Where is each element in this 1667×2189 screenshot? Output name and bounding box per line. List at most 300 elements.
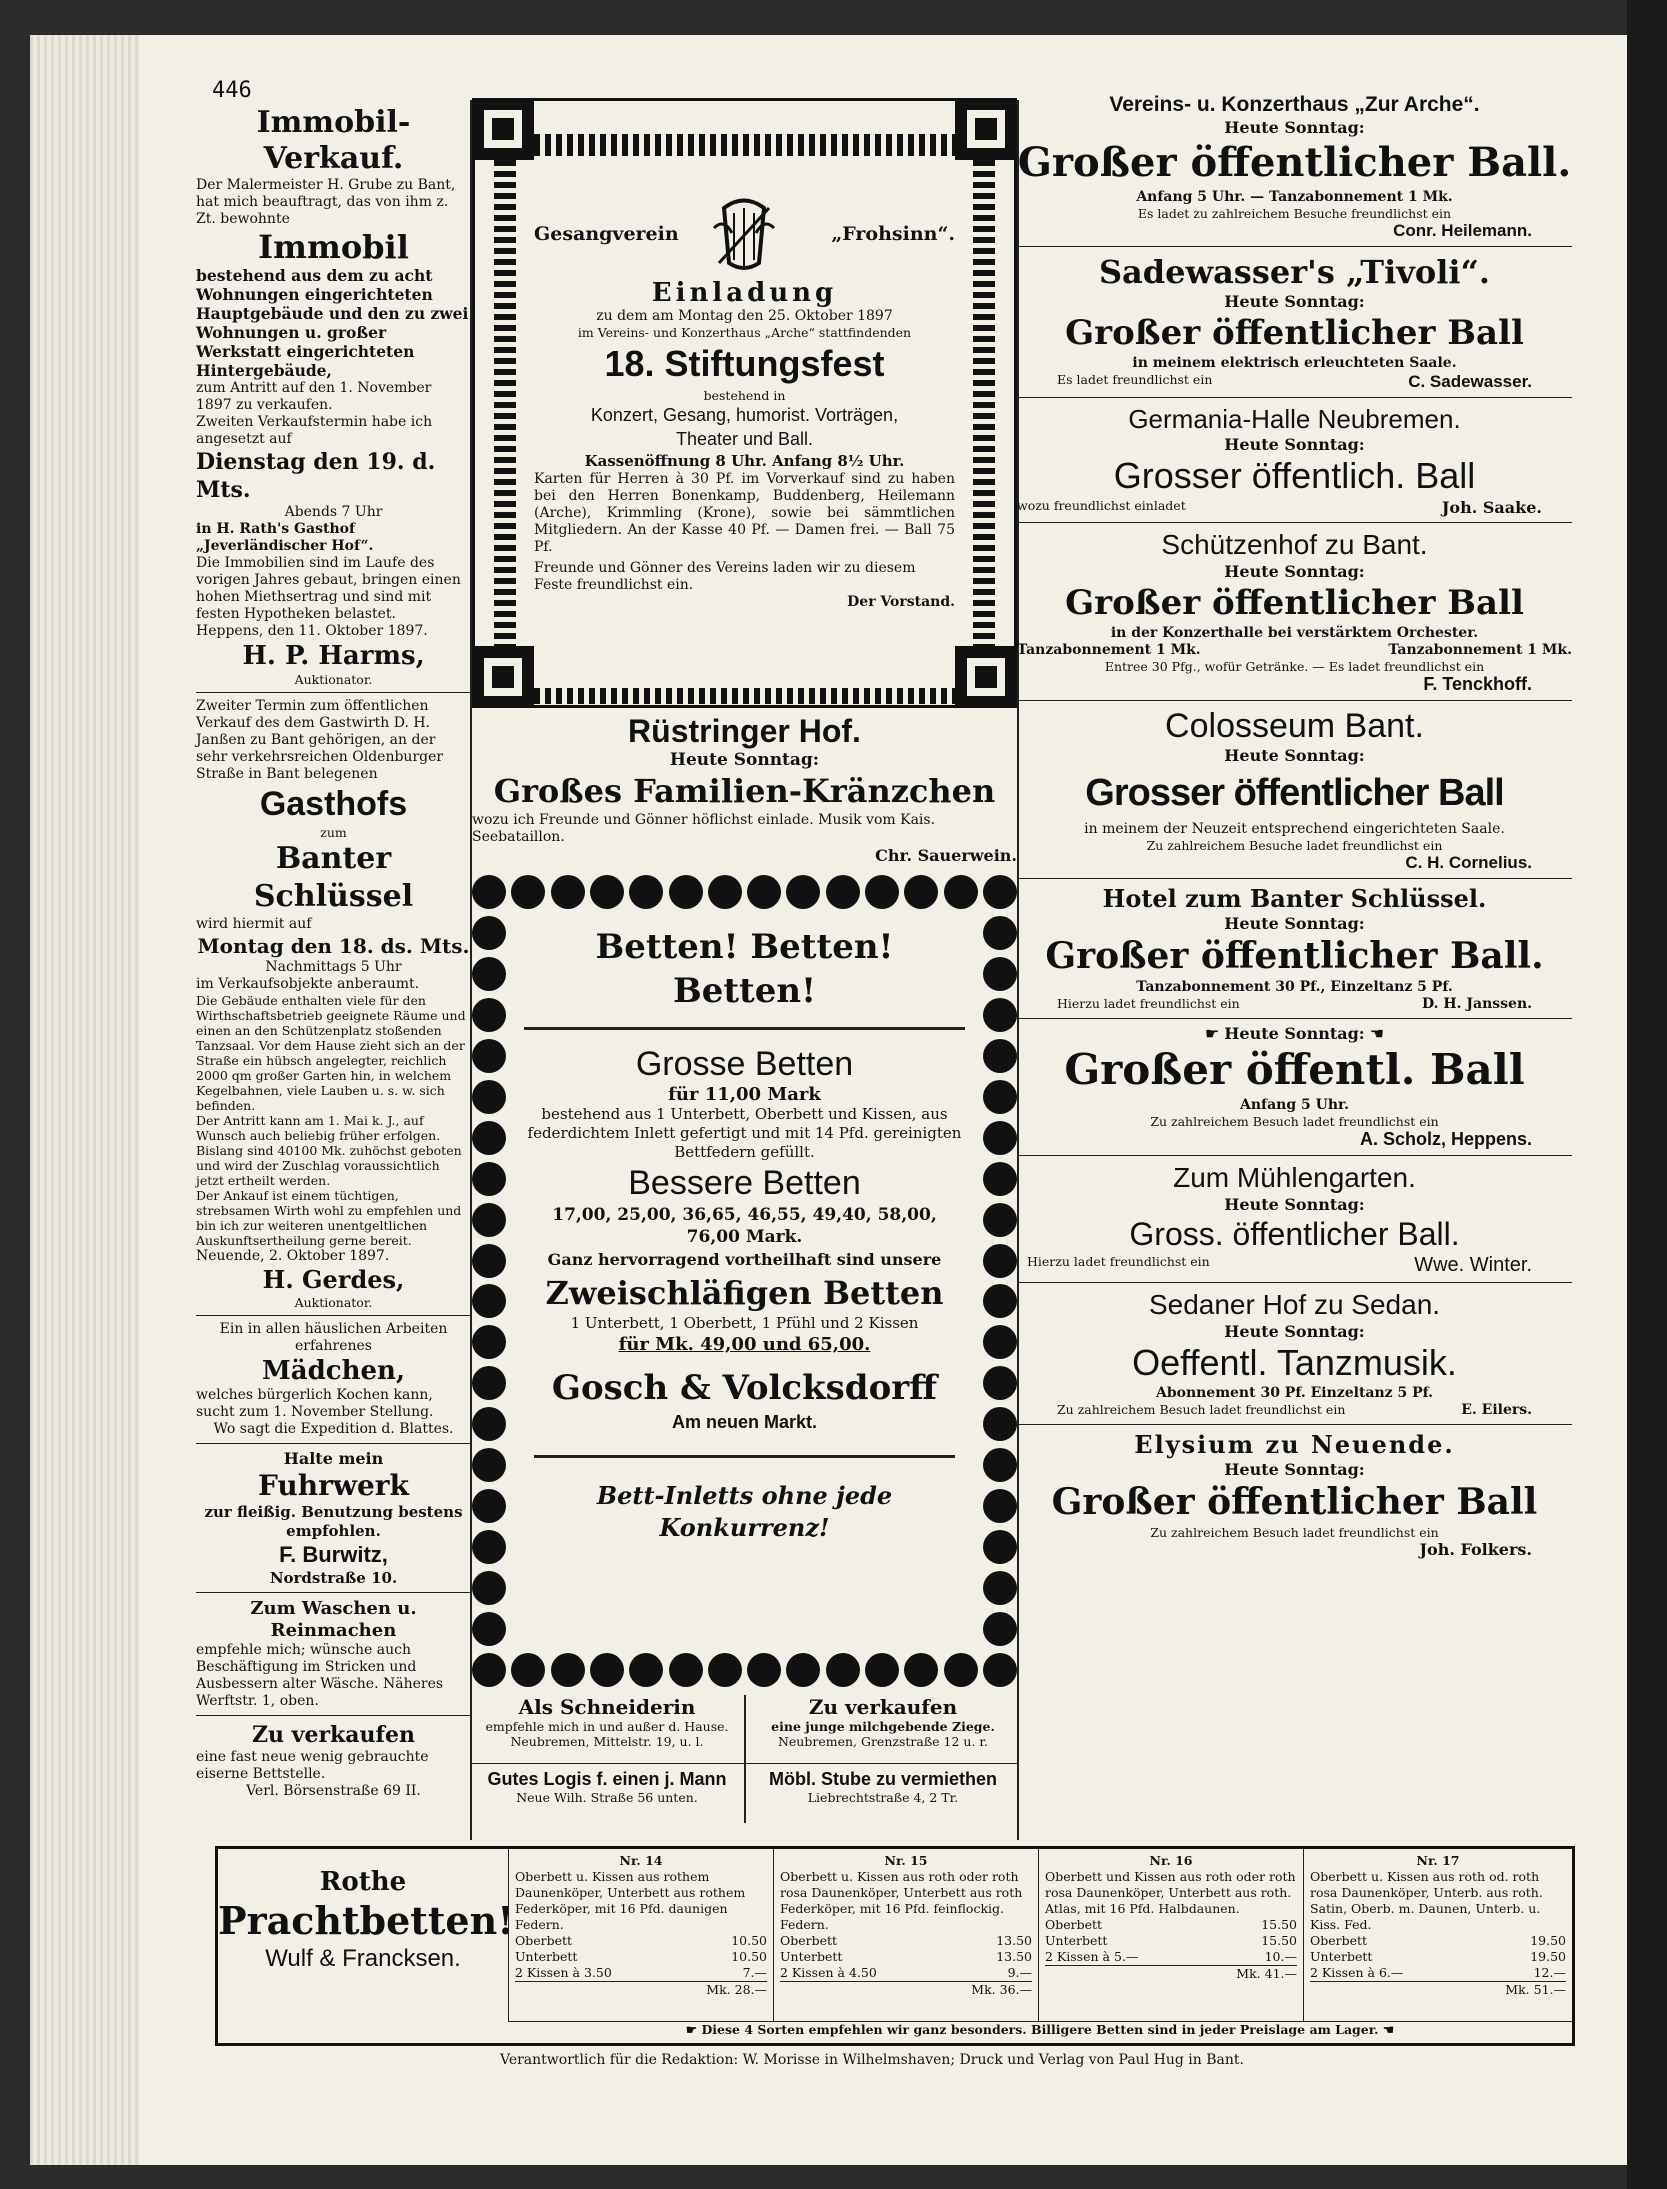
ad-text: Die Gebäude enthalten viele für den Wirthschaftsbetrieb geeignete Räume und einen an den Schützenplatz stoßenden Tanzsaal. Vor dem Hause zieht sich an der Straße ein hübsch angelegter, reichlich 2000 qm großer Garten hin, in welchem Kegelbahnen, viele Lauben u. s. w. sich befinden. [196,993,466,1113]
price-column [773,1849,1038,2021]
ad-text: Die Immobilien sind im Laufe des vorigen Jahres gebaut, bringen einen hohen Miethsertrag und sind mit festen Hypotheken belastet. [196,555,461,622]
price-row [780,1933,1032,1949]
betten-content [524,925,965,1544]
ad-address: Verl. Börsenstraße 69 II. [246,1783,421,1799]
ad-abo [1017,642,1572,659]
ad-footer [1017,996,1572,1013]
ad-signer: Conr. Heilemann. [1393,221,1532,240]
frame-border [534,134,955,156]
ad-event: Großes Familien-Kränzchen [493,772,996,810]
ad-signer: F. Tenckhoff. [1423,674,1532,694]
divider [196,1443,471,1444]
price-item: Unterbett [780,1949,843,1964]
border-dot [472,1203,506,1237]
border-dot [983,1366,1017,1400]
border-dot [669,1653,703,1687]
ad-text: zur fleißig. Benutzung bestens empfohlen. [204,1503,463,1540]
border-dot [472,1366,506,1400]
ad-schuetzenhof [1017,528,1572,695]
ad-sub: Heute Sonntag: [1224,562,1365,581]
frame-corner [955,646,1017,708]
price-item: 2 Kissen à 4.50 [780,1965,877,1980]
ad-text: Zweiter Termin zum öffentlichen Verkauf des dem Gastwirth D. H. Janßen zu Bant gehörigen, an der sehr verkehrsreichen Oldenburger Straße in Bant belegenen [196,698,444,782]
border-dot [511,1653,545,1687]
imprint: Verantwortlich für die Redaktion: W. Morisse in Wilhelmshaven; Druck und Verlag von Paul Hug in Bant. [500,2052,1244,2068]
frohsinn-content [534,188,955,611]
betten-heading: Grosse Betten [635,1045,854,1083]
border-dot [983,1121,1017,1155]
price-row [1310,1933,1566,1949]
divider [744,1695,746,1823]
price-value: 15.50 [1261,1933,1297,1948]
price-value: 9.— [1007,1965,1032,1980]
ad-address: Nordstraße 10. [269,1569,398,1587]
ad-text: Zu zahlreichem Besuch ladet freundlichst ein [1150,1114,1439,1129]
price-item: Unterbett [515,1949,578,1964]
ad-dateline: Neuende, 2. Oktober 1897. [196,1248,390,1264]
ad-event: Großer öffentl. Ball [1064,1045,1525,1094]
ad-immobil-verkauf [196,105,471,687]
border-dot [983,1162,1017,1196]
price-value: 12.— [1533,1965,1566,1980]
border-dot [983,1653,1017,1687]
right-column [1017,92,1572,1559]
ad-hotel-banter [1017,884,1572,1013]
ad-title: Sadewasser's „Tivoli“. [1098,253,1491,291]
border-dot [865,875,899,909]
price-value: 13.50 [996,1933,1032,1948]
ad-sedaner [1017,1288,1572,1419]
ad-title: Hotel zum Banter Schlüssel. [1102,884,1487,913]
ad-signer: Chr. Sauerwein. [875,846,1017,865]
frame-corner [955,98,1017,160]
border-dot [472,1530,506,1564]
society-name: „Frohsinn“. [831,223,955,245]
ad-dateline: Heppens, den 11. Oktober 1897. [196,623,428,639]
ad-heading: Immobil [258,228,409,266]
divider [196,1315,471,1316]
ad-sub-row [1017,1024,1572,1043]
border-dot [590,1653,624,1687]
price-row [780,1965,1032,1981]
border-dot [786,875,820,909]
ad-date: Dienstag den 19. d. Mts. [196,449,436,503]
border-dot [511,875,545,909]
ad-signer: C. Sadewasser. [1408,372,1532,391]
ad-signer: H. Gerdes, [262,1265,405,1294]
price-column [1038,1849,1303,2021]
price-row [1310,1965,1566,1981]
border-dot [983,1284,1017,1318]
pointing-hand-icon: ☛ [1204,1024,1220,1043]
divider [1017,1424,1572,1425]
price-note: Diese 4 Sorten empfehlen wir ganz besonders. Billigere Betten sind in jeder Preislage am Lager. [701,2022,1379,2037]
center-column [472,98,1017,1825]
price-item: Oberbett [1310,1933,1368,1948]
ad-heading: Zu verkaufen [251,1722,416,1748]
border-dot [472,1284,506,1318]
ad-text: Es ladet zu zahlreichem Besuche freundlichst ein [1137,206,1452,221]
page-binding [30,35,140,2165]
price-value: 19.50 [1530,1933,1566,1948]
ad-ruestringer-hof [472,712,1017,865]
ad-info: in meinem der Neuzeit entsprechend eingerichteten Saale. [1084,821,1505,837]
pointing-hand-icon: ☚ [1369,1024,1385,1043]
ad-text: empfehle mich in und außer d. Hause. [485,1719,729,1734]
ad-title: Schützenhof zu Bant. [1161,529,1428,560]
ad-arche [1017,92,1572,241]
ad-colosseum [1017,706,1572,873]
border-dot [826,1653,860,1687]
price-row [1045,1933,1297,1949]
ad-text: Tanzabonnement 1 Mk. [1017,642,1201,658]
left-column [196,105,471,1800]
ad-sub: Heute Sonntag: [669,750,820,770]
ad-title: Als Schneiderin [518,1695,696,1719]
price-value: 10.50 [731,1933,767,1948]
price-value: 10.— [1264,1949,1297,1964]
border-dot [983,1325,1017,1359]
betten-text: Ganz hervorragend vortheilhaft sind unsere [547,1250,942,1269]
price-item: Oberbett [515,1933,573,1948]
brand-firm: Wulf & Francksen. [265,1945,461,1972]
price-column [508,1849,773,2021]
border-dot [472,875,506,909]
border-dot [669,875,703,909]
ad-heading: Mädchen, [261,1356,406,1386]
divider [196,1592,471,1593]
ad-sub: Heute Sonntag: [1224,435,1365,454]
divider [472,1763,1017,1764]
ad-place: in H. Rath's Gasthof „Jeverländischer Hof“. [196,521,374,554]
border-dot [472,1080,506,1114]
ad-event: Großer öffentlicher Ball [1051,1481,1538,1523]
price-item: 2 Kissen à 3.50 [515,1965,612,1980]
border-dot [551,875,585,909]
ad-title: Vereins- u. Konzerthaus „Zur Arche“. [1109,93,1480,116]
price-item: Unterbett [1310,1949,1373,1964]
ad-event: Großer öffentlicher Ball [1065,583,1524,623]
border-dot [472,1039,506,1073]
betten-heading: Zweischläfigen Betten [545,1274,944,1312]
ad-footer [1017,1254,1572,1277]
ad-signer: C. H. Cornelius. [1405,853,1532,872]
ad-logis [472,1769,742,1805]
ad-title: Colosseum Bant. [1165,707,1424,745]
brand-title: Prachtbetten! [218,1898,514,1943]
program-text: Konzert, Gesang, humorist. Vorträgen, [590,405,899,425]
ad-title: Elysium zu Neuende. [1134,1430,1455,1459]
ad-sub: Heute Sonntag: [1224,1460,1365,1479]
border-dot [551,1653,585,1687]
frame-border [494,160,516,646]
price-nr: Nr. 17 [1416,1853,1460,1868]
ad-heading: Fuhrwerk [258,1469,409,1502]
ad-gasthof [196,698,471,1310]
ad-stube [748,1769,1018,1805]
price-row [515,1933,767,1949]
ad-sub: Heute Sonntag: [1224,118,1365,137]
price-nr: Nr. 15 [884,1853,928,1868]
ad-info: in meinem elektrisch erleuchteten Saale. [1132,355,1457,371]
ad-text: Zweiten Verkaufstermin habe ich angesetzt auf [196,414,433,447]
divider [1017,878,1572,879]
price-row [515,1949,767,1965]
border-dot [629,875,663,909]
border-dot [472,1612,506,1646]
divider [1017,700,1572,701]
ad-sub: Heute Sonntag: [1224,914,1365,933]
border-dot [472,916,506,950]
divider [1017,1155,1572,1156]
price-item: Oberbett [780,1933,838,1948]
border-dot [944,875,978,909]
border-dot [472,1448,506,1482]
small-ads-grid [472,1695,1017,1825]
ad-address: Neubremen, Mittelstr. 19, u. l. [510,1734,704,1749]
ad-text: Hierzu ladet freundlichst ein [1027,1254,1210,1269]
ad-address: Neubremen, Grenzstraße 12 u. r. [777,1734,989,1749]
border-dot [983,1448,1017,1482]
pointing-hand-icon: ☚ [1378,2022,1395,2037]
ad-fuhrwerk [196,1449,471,1587]
price-row [1045,1917,1297,1933]
ad-sub: Heute Sonntag: [1224,1195,1365,1214]
ad-signer: D. H. Janssen. [1422,996,1532,1012]
ad-title: Zum Mühlengarten. [1173,1162,1416,1193]
border-dot [983,998,1017,1032]
border-dot [472,1571,506,1605]
price-row [780,1949,1032,1965]
price-row [1310,1949,1566,1965]
ad-text: Zu zahlreichem Besuch ladet freundlichst ein [1057,1402,1346,1417]
ad-signer: E. Eilers. [1461,1402,1532,1418]
betten-title: Betten! Betten! Betten! [595,927,894,1011]
ad-text: Wo sagt die Expedition d. Blattes. [213,1421,454,1437]
price-desc: Oberbett u. Kissen aus rothem Daunenköper, Unterbett aus rothem Federköper, mit 16 Pfd. daunigen Federn. [515,1869,746,1932]
price-value: 13.50 [996,1949,1032,1964]
price-item: Oberbett [1045,1917,1103,1932]
border-dot [708,1653,742,1687]
ad-text: Halte mein [283,1449,384,1468]
price-item: 2 Kissen à 6.— [1310,1965,1404,1980]
ad-text: wozu freundlichst einladet [1017,498,1186,513]
border-dot [472,957,506,991]
ad-waschen [196,1598,471,1710]
ad-text: Der Ankauf ist einem tüchtigen, strebsamen Wirth wohl zu empfehlen und bin ich zur weiteren unentgeltlichen Auskunftsertheilung gerne bereit. [196,1188,462,1248]
ad-betten [472,875,1017,1687]
invitation-text: zu dem am Montag den 25. Oktober 1897 [596,308,893,324]
ad-event: Großer öffentlicher Ball [1065,313,1524,353]
ad-address: Neue Wilh. Straße 56 unten. [516,1790,698,1805]
price-value: 10.50 [731,1949,767,1964]
ad-signer: A. Scholz, Heppens. [1359,1129,1532,1149]
ad-text: Der Malermeister H. Grube zu Bant, hat mich beauftragt, das von ihm z. Zt. bewohnte [196,177,456,227]
ad-prachtbetten [215,1846,1575,2046]
ad-text: wozu ich Freunde und Gönner höflichst einlade. Musik vom Kais. Seebataillon. [472,812,936,845]
betten-slogan: Bett-Inletts ohne jede Konkurrenz! [596,1481,893,1542]
border-dot [472,1653,506,1687]
society-label: Gesangverein [534,223,679,245]
ad-text: Es ladet freundlichst ein [1057,372,1213,387]
border-dot [983,1080,1017,1114]
border-dot [983,1244,1017,1278]
betten-price: für 11,00 Mark [668,1084,821,1105]
ad-text: Zu zahlreichem Besuch ladet freundlichst ein [1150,1525,1439,1540]
invitation-title: Einladung [651,278,838,308]
ad-signer: Joh. Saake. [1441,498,1542,517]
ad-info: Anfang 5 Uhr. [1240,1097,1349,1113]
price-column [1303,1849,1572,2021]
ad-sub: Heute Sonntag: [1224,746,1365,765]
price-row [515,1965,767,1981]
price-total: Mk. 28.— [515,1981,767,1998]
ad-title: Gutes Logis f. einen j. Mann [487,1769,727,1789]
price-total: Mk. 51.— [1310,1981,1566,1998]
page-number: 446 [212,78,252,103]
divider [1017,1018,1572,1019]
border-dot [983,1039,1017,1073]
betten-price: für Mk. 49,00 und 65,00. [618,1334,871,1355]
ad-sub: Heute Sonntag: [1224,1024,1365,1043]
frame-corner [472,98,534,160]
border-dot [472,1489,506,1523]
frame-border [973,160,995,646]
ad-tivoli [1017,252,1572,392]
border-dot [865,1653,899,1687]
ad-zu-verkaufen [196,1721,471,1800]
border-dot [983,875,1017,909]
lyre-emblem-icon [704,188,784,282]
ad-text: Entree 30 Pfg., wofür Getränke. — Es ladet freundlichst ein [1104,659,1485,674]
divider [524,1027,965,1030]
ad-info: Tanzabonnement 30 Pf., Einzeltanz 5 Pf. [1136,979,1453,995]
ad-signer: Wwe. Winter. [1414,1254,1532,1276]
ad-muehlengarten [1017,1161,1572,1277]
ad-maedchen [196,1321,471,1438]
border-dot [472,1121,506,1155]
border-dot [904,875,938,909]
frame-corner [472,646,534,708]
ad-text: welches bürgerlich Kochen kann, sucht zum 1. November Stellung. [196,1387,434,1420]
divider [534,1455,955,1458]
price-item: 2 Kissen à 5.— [1045,1949,1139,1964]
ad-text: Zu zahlreichem Besuche ladet freundlichst ein [1146,838,1443,853]
scan-edge [1627,0,1667,2189]
border-dot [747,875,781,909]
ad-text: eine junge milchgebende Ziege. [771,1719,995,1734]
ad-info: in der Konzerthalle bei verstärktem Orchester. [1110,625,1479,641]
divider [1017,522,1572,523]
ad-title: Germania-Halle Neubremen. [1128,404,1461,434]
price-desc: Oberbett u. Kissen aus roth od. roth rosa Daunenköper, Unterb. aus roth. Satin, Oberb. m. Daunen, Unterb. u. Kiss. Fed. [1310,1869,1543,1932]
ad-text: zum Antritt auf den 1. November 1897 zu verkaufen. [196,380,432,413]
times-text: Kassenöffnung 8 Uhr. Anfang 8½ Uhr. [584,452,905,470]
border-dot [747,1653,781,1687]
betten-firm: Gosch & Volcksdorff [551,1368,938,1408]
border-dot [590,875,624,909]
signer: Der Vorstand. [847,594,955,610]
ad-text: Der Antritt kann am 1. Mai k. J., auf Wunsch auch beliebig früher erfolgen. Bislang sind 40100 Mk. zuhöchst geboten und wird der Zuschlag voraussichtlich jetzt ertheilt werden. [196,1113,462,1188]
ad-title: Möbl. Stube zu vermiethen [768,1769,998,1789]
prachtbetten-brand [218,1849,514,2043]
price-total: Mk. 36.— [780,1981,1032,1998]
betten-address: Am neuen Markt. [671,1412,818,1432]
ad-signer: Joh. Folkers. [1419,1540,1532,1559]
border-dot [904,1653,938,1687]
ad-info: Anfang 5 Uhr. — Tanzabonnement 1 Mk. [1136,189,1453,205]
betten-text: 1 Unterbett, 1 Oberbett, 1 Pfühl und 2 Kissen [570,1314,919,1332]
price-desc: Oberbett und Kissen aus roth oder roth rosa Daunenköper, Unterbett aus roth. Atlas, mit 16 Pfd. Halbdaunen. [1045,1869,1296,1916]
price-row [1045,1949,1297,1965]
border-dot [983,1530,1017,1564]
divider [1017,1282,1572,1283]
ad-elysium [1017,1430,1572,1559]
ad-text: empfehle mich; wünsche auch Beschäftigung im Stricken und Ausbessern alter Wäsche. Näheres Werftstr. 1, oben. [196,1642,444,1709]
ad-footer [1017,1402,1572,1419]
frame-border [534,688,955,704]
ad-event: Oeffentl. Tanzmusik. [1132,1342,1457,1383]
ad-text: bestehend aus dem zu acht Wohnungen eingerichteten Hauptgebäude und den zu zwei Wohnungen u. großer Werkstatt eingerichteten Hintergebäude, [196,266,469,380]
ad-event: Gross. öffentlicher Ball. [1129,1216,1460,1252]
price-value: 15.50 [1261,1917,1297,1932]
border-dot [472,1244,506,1278]
betten-heading: Bessere Betten [628,1164,861,1202]
invitation-text: bestehend in [703,388,786,403]
ad-date: Montag den 18. ds. Mts. [197,934,470,958]
ad-signer: H. P. Harms, [242,641,425,671]
pointing-hand-icon: ☛ [685,2022,702,2037]
tickets-text: Karten für Herren à 30 Pf. im Vorverkauf sind zu haben bei den Herren Bonenkamp, Buddenberg, Heilemann (Arche), Krimmling (Krone), sowie bei sämmtlichen Mitgliedern. An der Kasse 40 Pf. — Damen frei. — Ball 75 Pf. [534,471,955,555]
betten-text: bestehend aus 1 Unterbett, Oberbett und Kissen, aus federdichtem Inlett gefertigt und mit 14 Pfd. gereinigten Bettfedern gefüllt. [527,1105,962,1161]
ad-scholz [1017,1024,1572,1150]
border-dot [826,875,860,909]
price-note-row [508,2021,1572,2037]
price-desc: Oberbett u. Kissen aus roth oder roth rosa Daunenköper, Unterbett aus roth Federköper, mit 16 Pfd. feinflockig. Federn. [780,1869,1023,1932]
border-dot [983,1489,1017,1523]
ad-frohsinn [472,98,1017,708]
border-dot [472,998,506,1032]
border-dot [983,1407,1017,1441]
ad-info: Abonnement 30 Pf. Einzeltanz 5 Pf. [1155,1385,1434,1401]
border-dot [786,1653,820,1687]
ad-germania [1017,403,1572,517]
ad-name: Banter Schlüssel [253,841,414,914]
ad-time: Nachmittags 5 Uhr [265,959,402,975]
border-dot [472,1325,506,1359]
border-dot [944,1653,978,1687]
ad-event: Großer öffentlicher Ball. [1017,139,1572,186]
ad-event: Grosser öffentlich. Ball [1113,455,1476,496]
ad-time: Abends 7 Uhr [284,504,383,520]
ad-title: Immobil-Verkauf. [256,105,411,176]
border-dot [983,957,1017,991]
border-dot [708,875,742,909]
ad-heading: Zum Waschen u. Reinmachen [250,1598,417,1641]
ad-text: im Verkaufsobjekte anberaumt. [196,976,420,992]
border-dot [629,1653,663,1687]
divider [1017,397,1572,398]
ad-text: eine fast neue wenig gebrauchte eiserne Bettstelle. [196,1749,429,1782]
divider [1017,246,1572,247]
ad-footer [1017,372,1572,392]
ad-title: Rüstringer Hof. [628,713,861,749]
ad-text: zum [320,825,347,840]
ad-text: Ein in allen häuslichen Arbeiten erfahrenes [219,1321,448,1354]
invitation-text: im Vereins- und Konzerthaus „Arche“ stattfindenden [577,325,912,340]
price-nr: Nr. 16 [1149,1853,1193,1868]
ad-title: Sedaner Hof zu Sedan. [1148,1289,1441,1320]
